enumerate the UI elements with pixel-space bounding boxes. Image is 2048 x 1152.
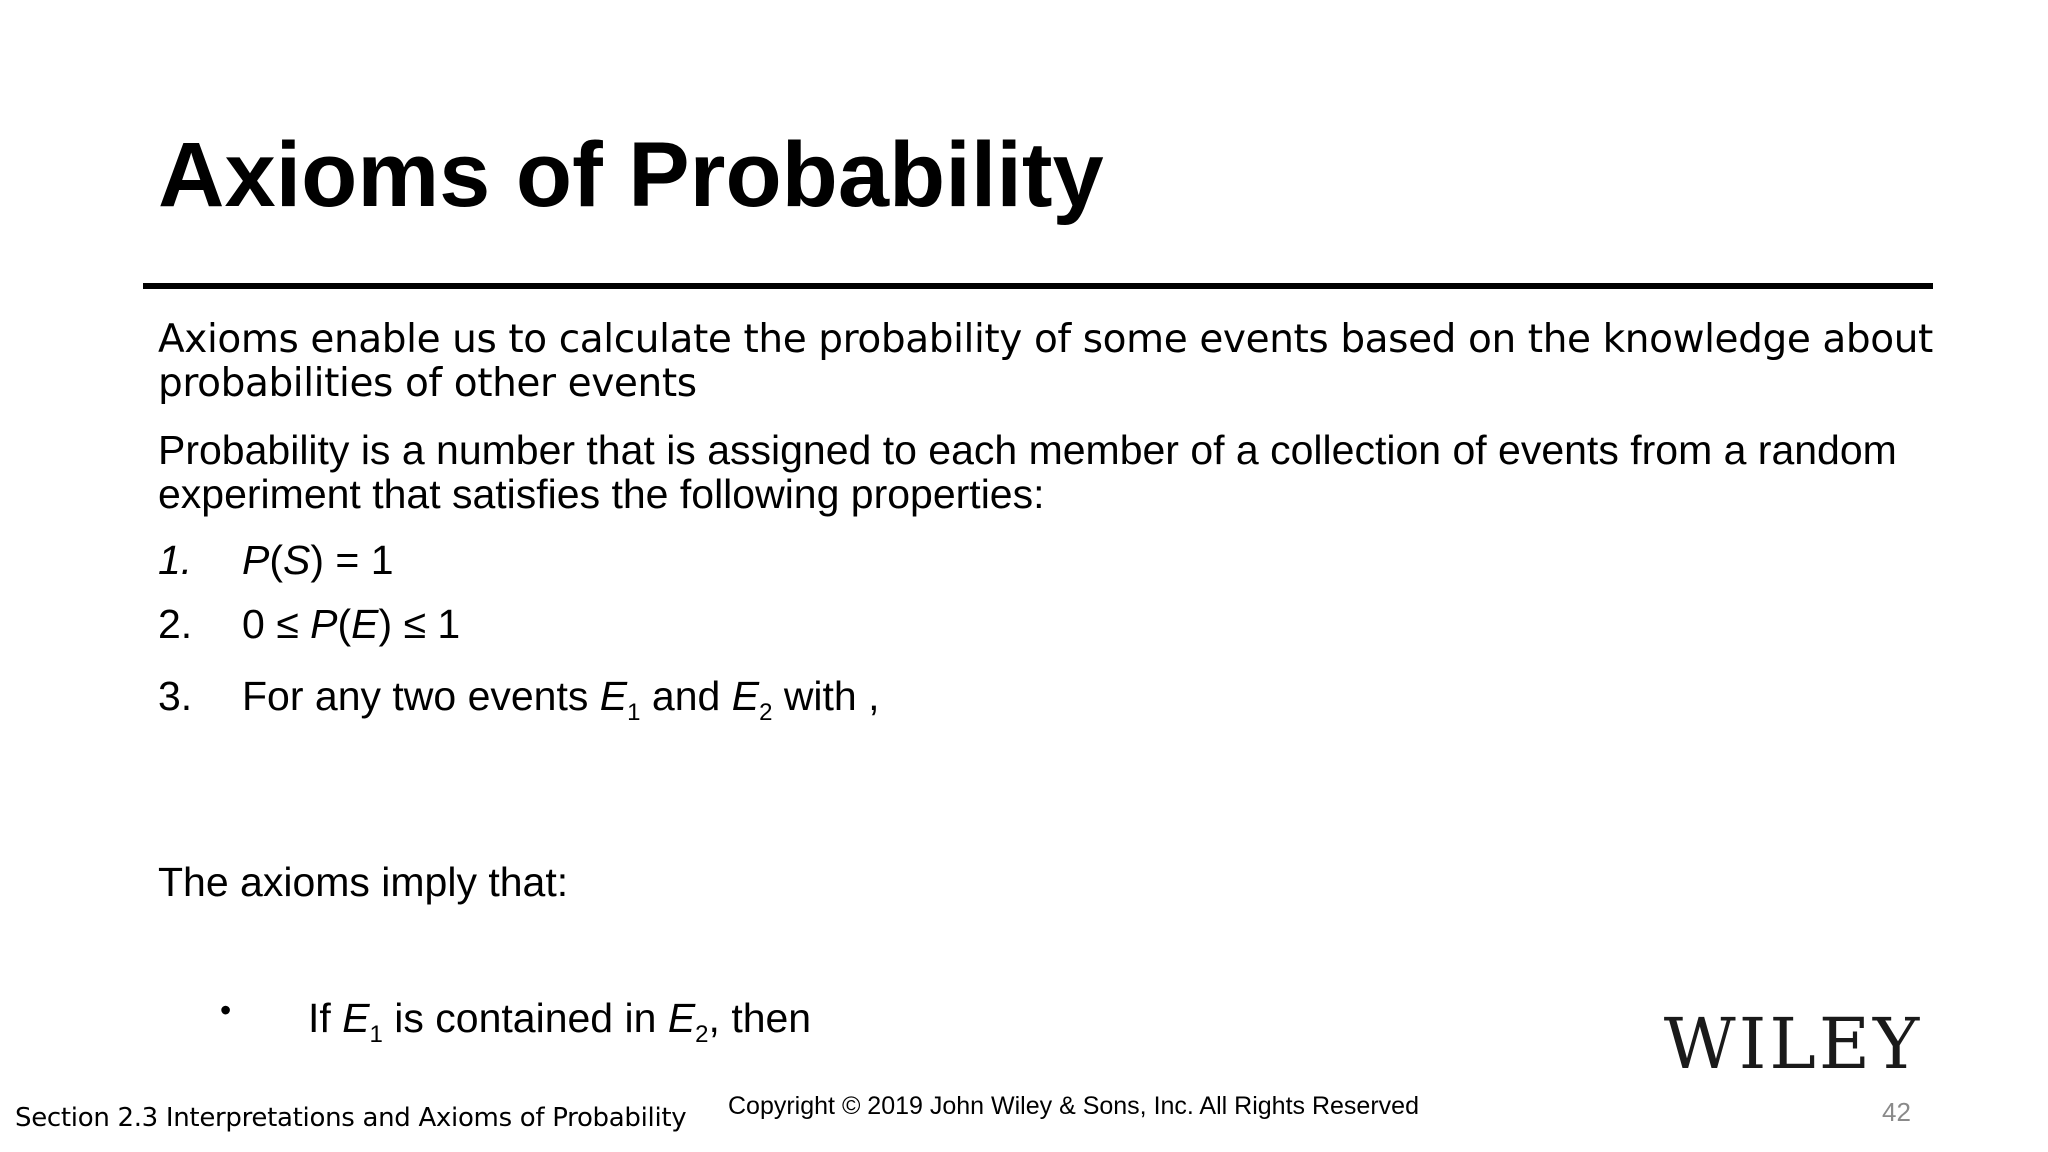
axiom-2-close-le: ) ≤ 1 bbox=[378, 601, 461, 647]
axiom-2-lead: 0 ≤ bbox=[242, 601, 311, 647]
bullet-e1: E bbox=[342, 995, 370, 1041]
definition-paragraph: Probability is a number that is assigned to each member of a collection of events from a random experiment that satisfies the following properties: bbox=[158, 427, 1897, 517]
bullet-lead: If bbox=[308, 995, 343, 1041]
bullet-marker: • bbox=[220, 992, 232, 1028]
axiom-3-number: 3. bbox=[158, 673, 193, 719]
axiom-3-and: and bbox=[640, 673, 732, 719]
axiom-1-close-eq: ) = 1 bbox=[310, 537, 394, 583]
intro-paragraph: Axioms enable us to calculate the probability of some events based on the knowledge about probabilities of other events bbox=[158, 317, 1933, 406]
copyright-notice: Copyright © 2019 John Wiley & Sons, Inc. All Rights Reserved bbox=[728, 1092, 1419, 1120]
axiom-3-tail: with , bbox=[772, 673, 880, 719]
axiom-3-text bbox=[242, 671, 880, 726]
section-footer: Section 2.3 Interpretations and Axioms of Probability bbox=[15, 1103, 687, 1133]
axiom-1-s: S bbox=[283, 537, 311, 583]
axiom-2-p: P bbox=[310, 601, 338, 647]
implies-heading: The axioms imply that: bbox=[158, 859, 569, 905]
bullet-mid: is contained in bbox=[382, 995, 668, 1041]
axiom-3-lead: For any two events bbox=[242, 673, 600, 719]
bullet-e2: E bbox=[667, 995, 696, 1041]
axiom-3-e2: E bbox=[731, 673, 760, 719]
axiom-2-text bbox=[242, 599, 460, 649]
wiley-logo-mark bbox=[1648, 1010, 1938, 1080]
axiom-3-e1: E bbox=[599, 673, 628, 719]
bullet-text bbox=[308, 993, 812, 1048]
axiom-1-p: P bbox=[242, 537, 270, 583]
page-number: 42 bbox=[1882, 1097, 1911, 1127]
axiom-1-number: 1. bbox=[158, 537, 193, 583]
wiley-logo bbox=[1648, 1010, 1938, 1080]
axiom-2-e: E bbox=[351, 601, 379, 647]
title-divider bbox=[143, 283, 1933, 289]
axiom-2-number: 2. bbox=[158, 601, 193, 647]
axiom-1-open-paren: ( bbox=[269, 537, 284, 583]
axiom-1-text bbox=[242, 535, 394, 585]
wiley-logo-text: WILEY bbox=[1663, 1010, 1923, 1080]
bullet-tail: , then bbox=[708, 995, 812, 1041]
axiom-3-sub1: 1 bbox=[627, 699, 641, 726]
axiom-3-sub2: 2 bbox=[759, 699, 773, 726]
slide-title: Axioms of Probability bbox=[158, 124, 1104, 226]
axiom-2-open-paren: ( bbox=[337, 601, 352, 647]
bullet-sub2: 2 bbox=[695, 1021, 709, 1048]
bullet-sub1: 1 bbox=[369, 1021, 383, 1048]
